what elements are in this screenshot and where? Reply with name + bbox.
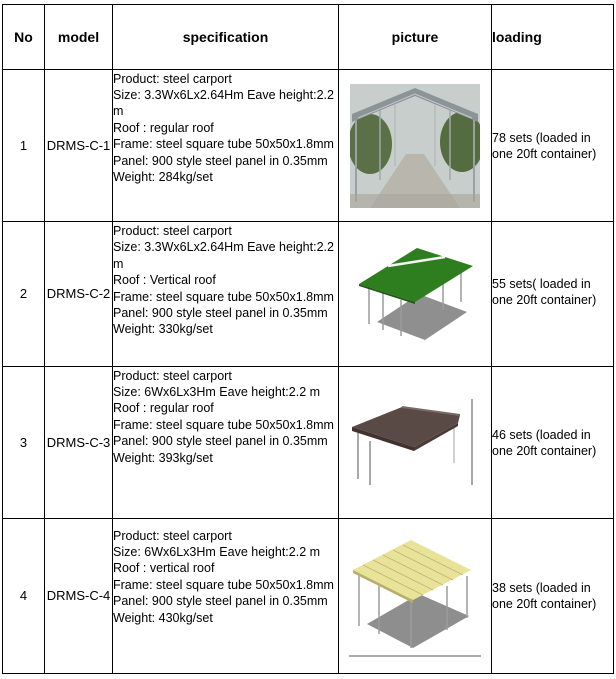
row-number: 4 [3,519,45,674]
spec-weight: Weight: 430kg/set [113,610,213,625]
carport-brown-roof-image [350,393,480,493]
spec-weight: Weight: 330kg/set [113,322,213,337]
spec-weight: Weight: 393kg/set [113,450,213,465]
model-cell: DRMS-C-4 [45,519,113,674]
specification-cell [113,367,339,519]
spec-product: Product: steel carport [113,224,232,238]
table-row [3,367,614,519]
carport-green-roof-image [355,244,475,344]
header-row [3,5,614,70]
row-number: 1 [3,70,45,222]
product-spec-table [2,4,614,674]
spec-product: Product: steel carport [113,71,232,86]
specification-cell [113,519,339,674]
spec-panel: Panel: 900 style steel panel in 0.35mm [113,434,328,449]
carport-photo-image [350,84,480,208]
spec-size: Size: 3.3Wx6Lx2.64Hm Eave height:2.2 m [113,240,334,271]
spec-size: Size: 3.3Wx6Lx2.64Hm Eave height:2.2 m [113,87,334,119]
header-no: No [3,5,45,70]
table-row [3,222,614,367]
loading-cell: 78 sets (loaded in one 20ft container) [492,70,614,222]
picture-cell [339,519,492,674]
picture-cell [339,222,492,367]
spec-size: Size: 6Wx6Lx3Hm Eave height:2.2 m [113,384,321,399]
spec-size: Size: 6Wx6Lx3Hm Eave height:2.2 m [113,544,321,559]
spec-roof: Roof : regular roof [113,120,214,135]
table-row [3,519,614,674]
picture-cell [339,367,492,519]
spec-roof: Roof : vertical roof [113,561,215,576]
header-model: model [45,5,113,70]
spec-frame: Frame: steel square tube 50x50x1.8mm [113,417,334,432]
spec-frame: Frame: steel square tube 50x50x1.8mm [113,137,334,152]
spec-panel: Panel: 900 style steel panel in 0.35mm [113,153,328,168]
loading-cell: 46 sets (loaded in one 20ft container) [492,367,614,519]
specification-cell [113,222,339,367]
model-cell: DRMS-C-3 [45,367,113,519]
spec-product: Product: steel carport [113,368,232,383]
loading-cell: 55 sets( loaded in one 20ft container) [492,222,614,367]
specification-cell [113,70,339,222]
spec-frame: Frame: steel square tube 50x50x1.8mm [113,289,334,304]
header-specification: specification [113,5,339,70]
spec-product: Product: steel carport [113,528,232,543]
carport-yellow-roof-image [349,534,481,658]
spec-panel: Panel: 900 style steel panel in 0.35mm [113,594,328,609]
spec-roof: Roof : regular roof [113,401,214,416]
header-picture: picture [339,5,492,70]
spec-frame: Frame: steel square tube 50x50x1.8mm [113,577,334,592]
model-cell: DRMS-C-1 [45,70,113,222]
table-row [3,70,614,222]
header-loading: loading [492,5,614,70]
spec-panel: Panel: 900 style steel panel in 0.35mm [113,306,328,321]
picture-cell [339,70,492,222]
spec-roof: Roof : Vertical roof [113,273,216,288]
row-number: 3 [3,367,45,519]
row-number: 2 [3,222,45,367]
spec-weight: Weight: 284kg/set [113,169,213,184]
loading-cell: 38 sets (loaded in one 20ft container) [492,519,614,674]
model-cell: DRMS-C-2 [45,222,113,367]
